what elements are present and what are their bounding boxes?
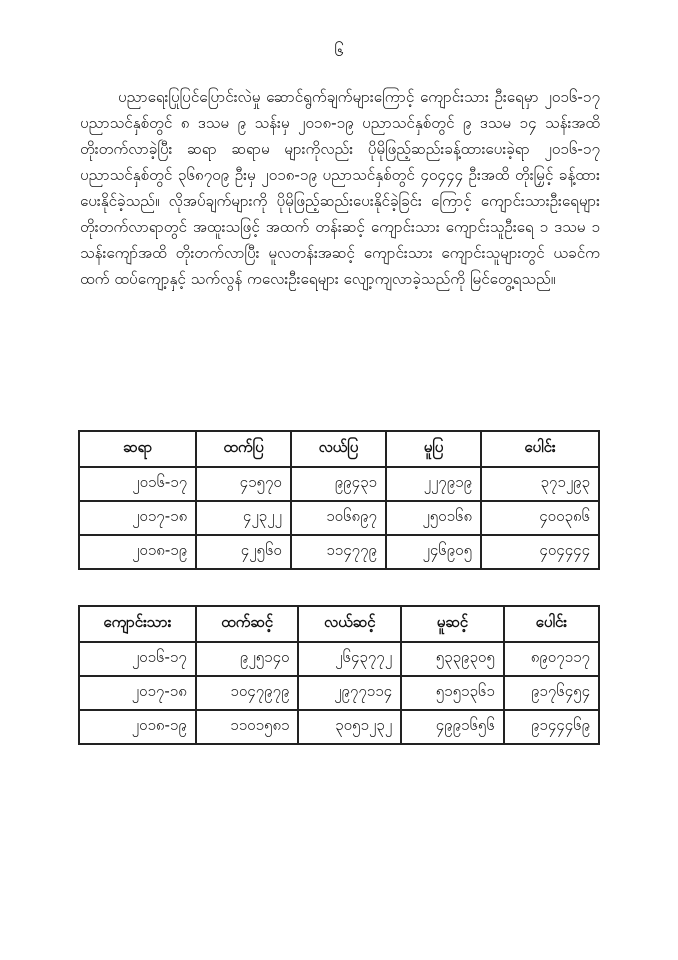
- table-header-cell: ထက်ပြ: [196, 431, 291, 467]
- table-cell: ၂၆၄၃၇၇၂: [298, 642, 401, 676]
- page-number: ၆: [334, 41, 344, 61]
- table-row: [79, 676, 599, 710]
- table-header-cell: မူဆင့်: [401, 606, 504, 642]
- table-row: [79, 642, 599, 676]
- table-header-cell: ပေါင်း: [481, 431, 599, 467]
- table-cell: ၁၁၀၁၅၈၁: [196, 710, 299, 744]
- table-row: [79, 535, 599, 569]
- table-cell: ၂၄၆၉၀၅: [386, 535, 481, 569]
- table-header-cell: ဆရာ: [79, 431, 196, 467]
- table-cell: ၃၇၁၂၉၃: [481, 467, 599, 501]
- table-cell: ၂၅၀၁၆၈: [386, 501, 481, 535]
- table-row: [79, 710, 599, 744]
- table-cell: ၈၉၀၇၁၁၇: [504, 642, 599, 676]
- table-header-cell: လယ်ပြ: [291, 431, 386, 467]
- table-header-row: [79, 431, 599, 467]
- table-cell: ၂၀၁၈-၁၉: [79, 535, 196, 569]
- table-cell: ၄၀၄၄၄၄: [481, 535, 599, 569]
- table-header-row: [79, 606, 599, 642]
- table-cell: ၂၂၇၉၁၉: [386, 467, 481, 501]
- table-cell: ၁၀၄၇၉၇၉: [196, 676, 299, 710]
- table-header-cell: ပေါင်း: [504, 606, 599, 642]
- table-cell: ၄၁၅၇၀: [196, 467, 291, 501]
- table-cell: ၅၃၃၉၃၀၅: [401, 642, 504, 676]
- table-cell: ၁၁၄၇၇၉: [291, 535, 386, 569]
- table-cell: ၂၀၁၆-၁၇: [79, 642, 196, 676]
- table-row: [79, 501, 599, 535]
- body-paragraph: ပညာရေးပြုပြင်ပြောင်းလဲမှု ဆောင်ရွက်ချက်များကြောင့် ကျောင်းသား ဦးရေမှာ ၂၀၁၆-၁၇ ပညာသင်နှစ်တွင် ၈ ဒသမ ၉ သန်းမှ ၂၀၁၈-၁၉ ပညာသင်နှစ်တွင် ၉ ဒသမ ၁၄ သန်းအထိ တိုးတက်လာခဲ့ပြီး ဆရာ ဆရာမ များကိုလည်း ပိုမိုဖြည့်ဆည်းခန့်ထားပေးခဲ့ရာ ၂၀၁၆-၁၇ ပညာသင်နှစ်တွင် ၃၆၈၇၀၉ ဦးမှ ၂၀၁၈-၁၉ ပညာသင်နှစ်တွင် ၄၀၄၄၄ ဦးအထိ တိုးမြှင့် ခန့်ထားပေးနိုင်ခဲ့သည်။ လိုအပ်ချက်များကို ပိုမိုဖြည့်ဆည်းပေးနိုင်ခဲ့ခြင်း ကြောင့် ကျောင်းသားဦးရေများ တိုးတက်လာရာတွင် အထူးသဖြင့် အထက် တန်းဆင့် ကျောင်းသား ကျောင်းသူဦးရေ ၁ ဒသမ ၁ သန်းကျော်အထိ တိုးတက်လာပြီး မူလတန်းအဆင့် ကျောင်းသား ကျောင်းသူများတွင် ယခင်က ထက် ထပ်ကျော့နှင့် သက်လွန် ကလေးဦးရေများ လျော့ကျလာခဲ့သည်ကို မြင်တွေ့ရသည်။: [80, 88, 600, 288]
- table-cell: ၉၂၅၁၄၀: [196, 642, 299, 676]
- teachers-table: [78, 430, 600, 570]
- table-cell: ၃၀၅၁၂၃၂: [298, 710, 401, 744]
- table-cell: ၄၂၅၆၀: [196, 535, 291, 569]
- table-header-cell: မူပြ: [386, 431, 481, 467]
- table-header-cell: လယ်ဆင့်: [298, 606, 401, 642]
- table-cell: ၅၁၅၁၃၆၁: [401, 676, 504, 710]
- table-cell: ၄၀၀၃၈၆: [481, 501, 599, 535]
- table-cell: ၉၁၄၄၄၆၉: [504, 710, 599, 744]
- table-cell: ၄၂၃၂၂: [196, 501, 291, 535]
- table-row: [79, 467, 599, 501]
- table-header-cell: ကျောင်းသား: [79, 606, 196, 642]
- students-table: [78, 605, 600, 745]
- table-cell: ၂၀၁၆-၁၇: [79, 467, 196, 501]
- table-cell: ၂၉၇၇၁၁၄: [298, 676, 401, 710]
- table-header-cell: ထက်ဆင့်: [196, 606, 299, 642]
- table-cell: ၂၀၁၇-၁၈: [79, 676, 196, 710]
- table-cell: ၂၀၁၇-၁၈: [79, 501, 196, 535]
- table-cell: ၉၁၇၆၄၅၄: [504, 676, 599, 710]
- table-cell: ၄၉၉၁၆၅၆: [401, 710, 504, 744]
- table-cell: ၁၀၆၈၉၇: [291, 501, 386, 535]
- table-cell: ၂၀၁၈-၁၉: [79, 710, 196, 744]
- table-cell: ၉၉၄၃၁: [291, 467, 386, 501]
